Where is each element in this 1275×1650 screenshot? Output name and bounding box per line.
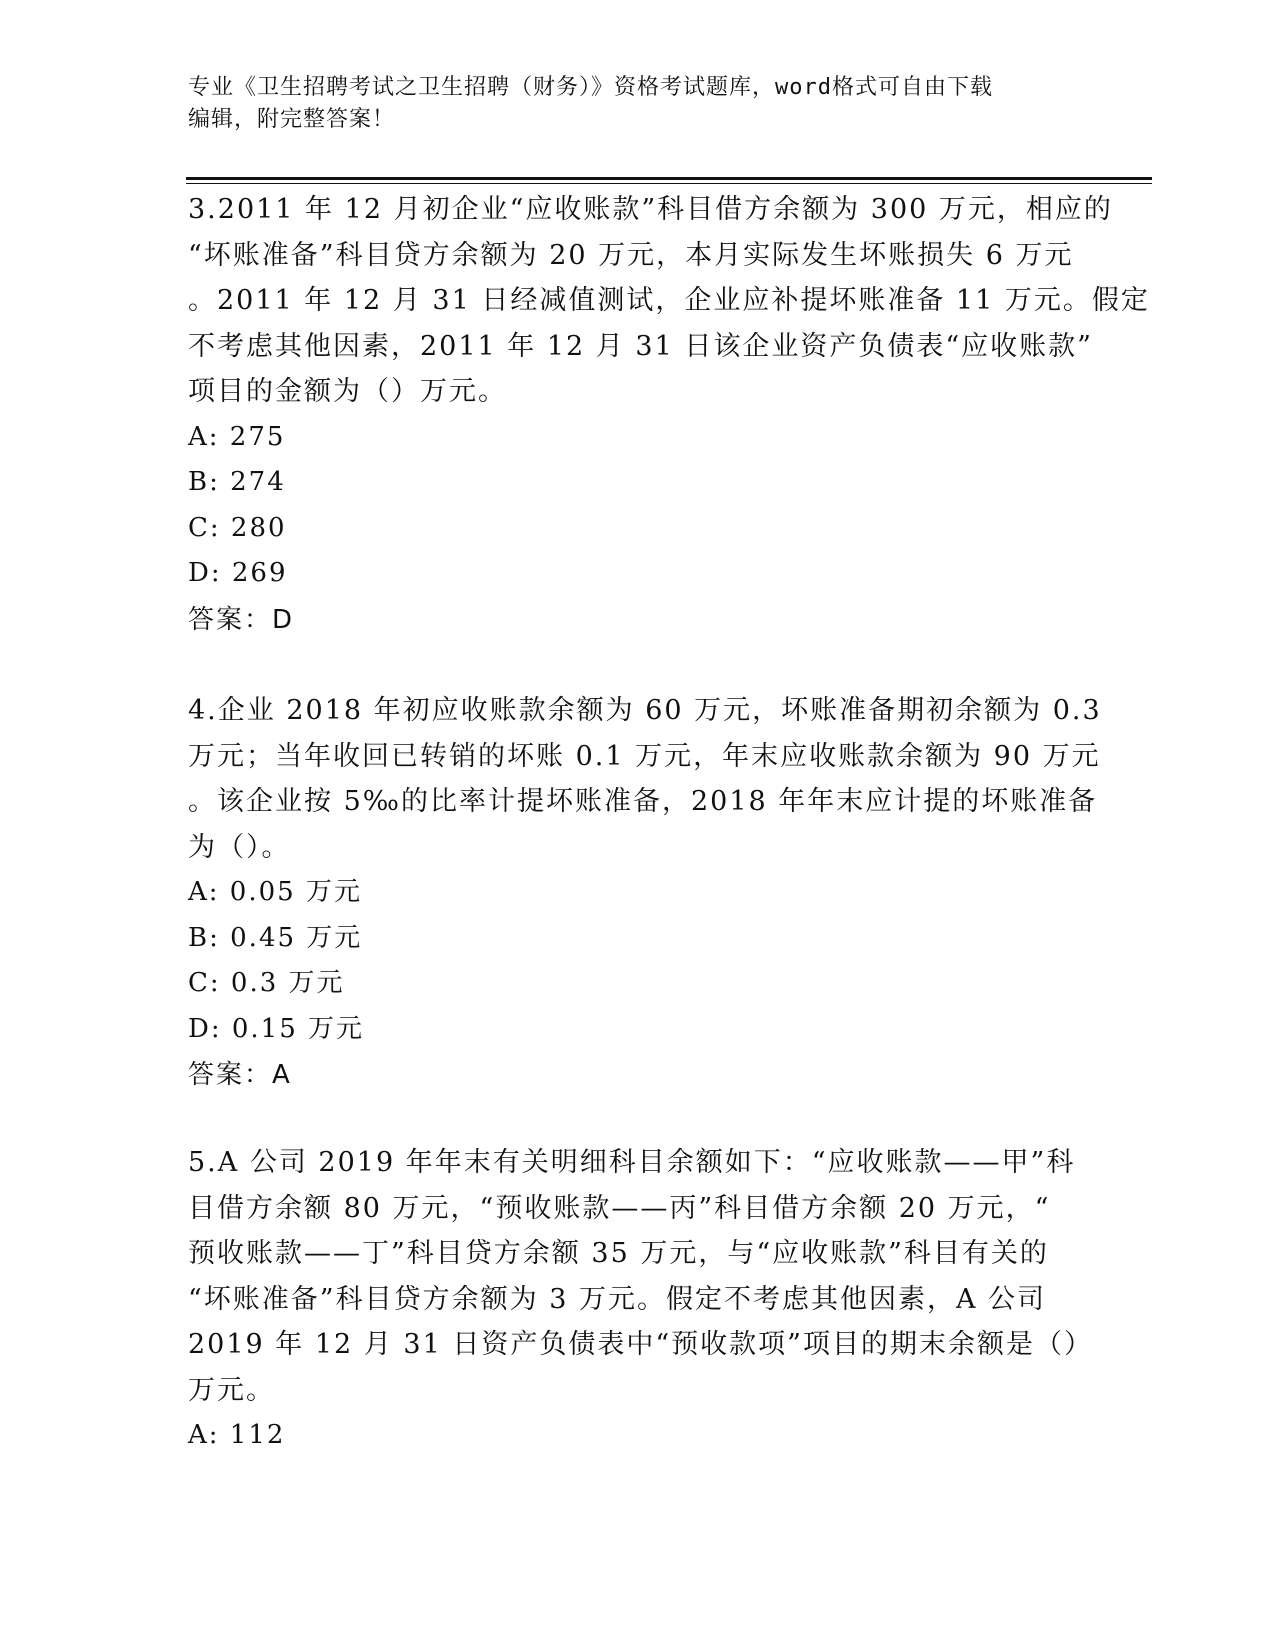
answer-label: 答案：A [188,1060,292,1090]
question-text-line: 。2011 年 12 月 31 日经减值测试，企业应补提坏账准备 11 万元。假定 [188,285,1150,316]
header-line-2: 编辑，附完整答案！ [188,107,396,132]
header-line-1: 专业《卫生招聘考试之卫生招聘（财务）》资格考试题库，word格式可自由下载 [188,75,993,100]
question-4 [188,688,1102,1098]
option-a: A: 275 [188,421,286,452]
question-text-line: “坏账准备”科目贷方余额为 20 万元，本月实际发生坏账损失 6 万元 [188,239,1074,271]
question-text-line: 4.企业 2018 年初应收账款余额为 60 万元，坏账准备期初余额为 0.3 [188,695,1102,726]
option-d: D: 269 [188,558,288,588]
header-divider-thin [186,183,1152,184]
option-a: A: 0.05 万元 [188,877,362,907]
question-text-line: 万元。 [188,1374,275,1406]
question-5 [188,1140,1093,1459]
option-b: B: 0.45 万元 [188,922,363,953]
question-text-line: 。该企业按 5‰的比率计提坏账准备，2018 年年末应计提的坏账准备 [188,786,1098,817]
question-text-line: 万元；当年收回已转销的坏账 0.1 万元，年末应收账款余额为 90 万元 [188,740,1101,772]
question-text-line: “坏账准备”科目贷方余额为 3 万元。假定不考虑其他因素，A 公司 [188,1283,1047,1315]
header-divider-thick [186,177,1152,180]
option-a: A: 112 [188,1420,286,1450]
option-b: B: 274 [188,467,286,497]
option-d: D: 0.15 万元 [188,1013,365,1044]
question-text-line: 不考虑其他因素，2011 年 12 月 31 日该企业资产负债表“应收账款” [188,330,1093,362]
question-text-line: 目借方余额 80 万元，“预收账款——丙”科目借方余额 20 万元，“ [188,1192,1051,1224]
document-header [188,72,1068,136]
option-c: C: 280 [188,512,287,543]
question-text-line: 项目的金额为（）万元。 [188,376,507,407]
option-c: C: 0.3 万元 [188,968,345,998]
answer-label: 答案：D [188,604,295,635]
question-3 [188,187,1150,643]
question-text-line: 2019 年 12 月 31 日资产负债表中“预收款项”项目的期末余额是（） [188,1329,1093,1360]
question-text-line: 5.A 公司 2019 年年末有关明细科目余额如下：“应收账款——甲”科 [188,1147,1076,1178]
question-text-line: 预收账款——丁”科目贷方余额 35 万元，与“应收账款”科目有关的 [188,1238,1049,1269]
question-text-line: 3.2011 年 12 月初企业“应收账款”科目借方余额为 300 万元，相应的 [188,194,1113,225]
question-text-line: 为（）。 [188,831,291,863]
